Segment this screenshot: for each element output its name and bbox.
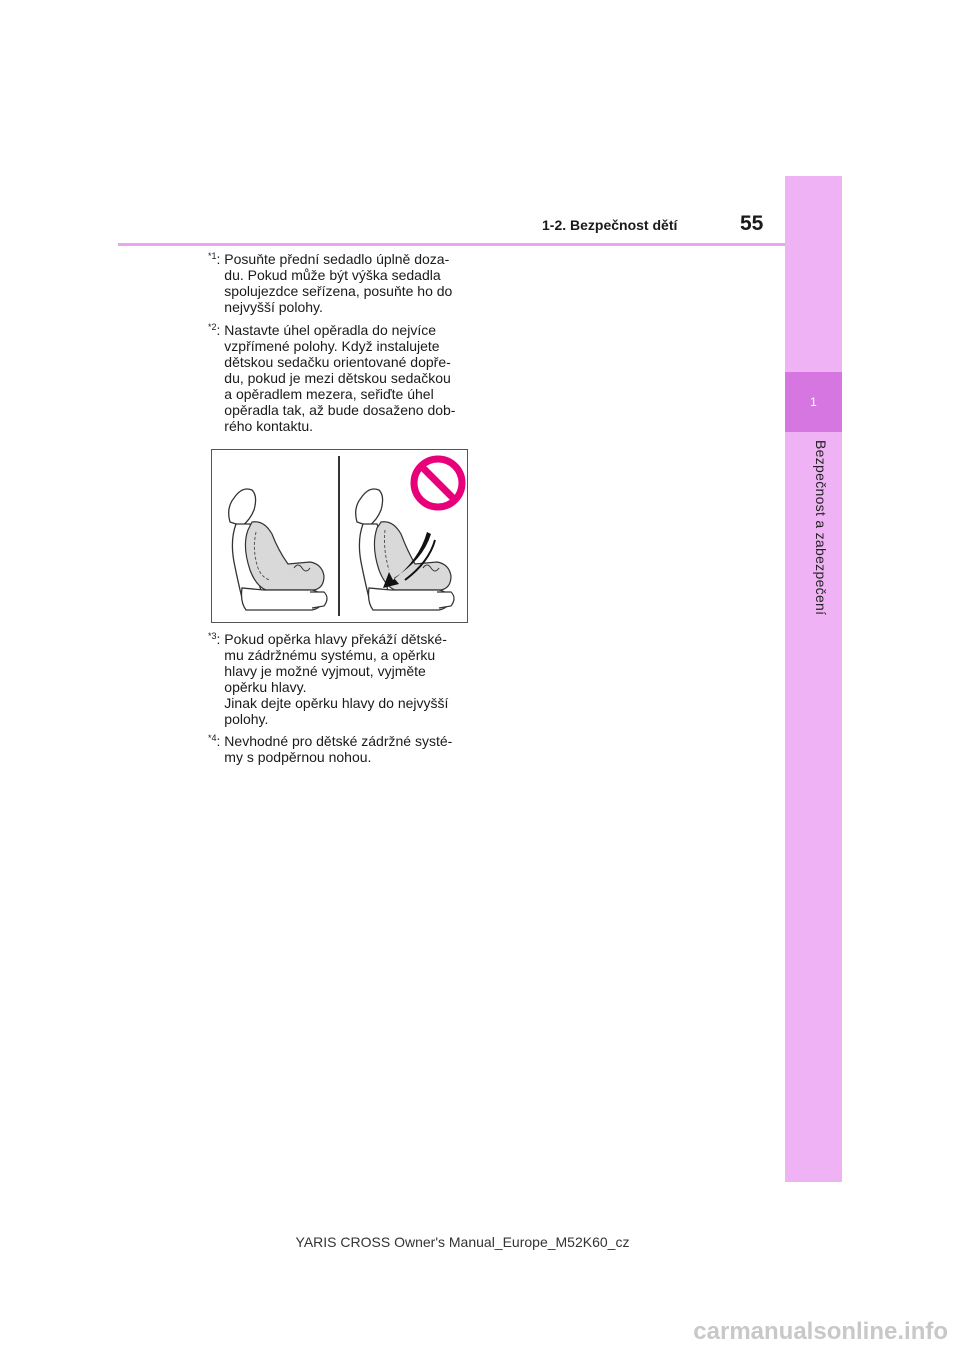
note-marker: $^{*1}$: xyxy=(208,251,225,267)
note-text: Nastavte úhel opěradla do nejvíce vzpřímené polohy. Když instalujete dětskou sedačku orientované dopře- du, pokud je mezi dětskou sedačkou a opěradlem mezera, seřiďte úhel opěradla tak, až bude dosaženo dob- rého kontaktu. xyxy=(224,322,456,434)
page-footer xyxy=(0,1234,960,1250)
note-text: Pokud opěrka hlavy překáží dětské- mu zádržnému systému, a opěrku hlavy je možné vyjmout, vyjměte opěrku hlavy. Jinak dejte opěrku hlavy do nejvyšší polohy. xyxy=(224,631,449,727)
note-2 xyxy=(208,322,476,434)
note-text: Posuňte přední sedadlo úplně doza- du. Pokud může být výška sedadla spolujezdce seřízena, posuňte ho do nejvyšší polohy. xyxy=(224,251,453,315)
chapter-title: Bezpečnost a zabezpečení xyxy=(813,440,829,616)
chapter-number-badge xyxy=(785,372,842,432)
chapter-number: 1 xyxy=(810,395,817,409)
correct-installation-seat xyxy=(229,489,327,610)
section-title: 1-2. Bezpečnost dětí xyxy=(542,217,678,233)
note-3 xyxy=(208,631,476,727)
watermark: carmanualsonline.info xyxy=(693,1318,948,1345)
note-marker: $^{*2}$: xyxy=(208,322,225,338)
prohibition-icon xyxy=(414,459,462,507)
note-4 xyxy=(208,733,476,765)
child-seat-illustration xyxy=(211,449,468,623)
note-marker: $^{*4}$: xyxy=(208,733,225,749)
header-divider xyxy=(118,243,785,246)
chapter-side-tab xyxy=(785,176,842,1182)
footer-text: YARIS CROSS Owner's Manual_Europe_M52K60_cz xyxy=(295,1234,630,1250)
note-1 xyxy=(208,251,476,315)
note-text: Nevhodné pro dětské zádržné systé- my s podpěrnou nohou. xyxy=(224,733,453,765)
note-marker: $^{*3}$: xyxy=(208,631,225,647)
page-number: 55 xyxy=(740,212,764,235)
